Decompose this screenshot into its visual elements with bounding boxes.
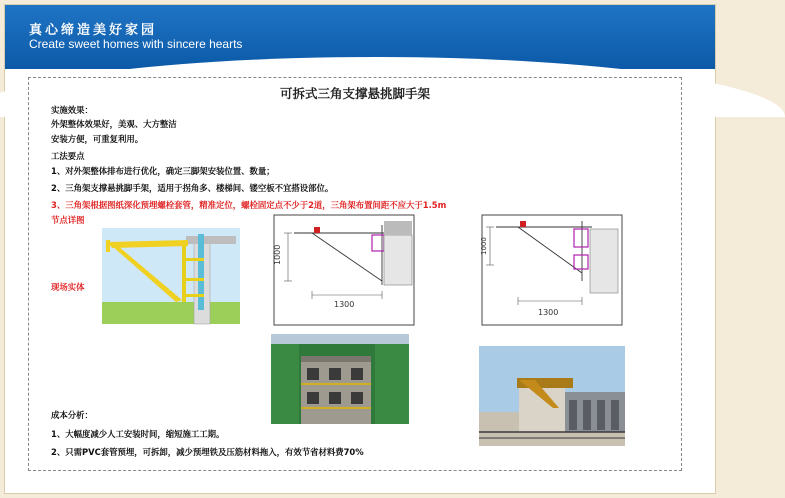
node-detail-label: 节点详图 — [51, 215, 85, 225]
method-heading: 工法要点 — [51, 151, 85, 161]
bracket-3d-model-image — [102, 228, 240, 324]
cost-line-2: 2、只需PVC套管预埋，可拆卸，减少预埋铁及压筋材料拖入，有效节省材料费70% — [51, 447, 364, 457]
header-banner — [5, 5, 715, 69]
site-photo-building — [271, 334, 409, 424]
cost-line-1: 1、大幅度减少人工安装时间，缩短施工工期。 — [51, 429, 225, 439]
content-card — [28, 77, 682, 471]
slogan-chinese: 真心缔造美好家园 — [29, 23, 158, 38]
method-point-3: 3、三角架根据图纸深化预埋螺栓套管，精准定位，螺栓固定点不少于2道，三角架布置间距不应大于1.5m — [51, 200, 447, 210]
cad-detail-drawing-2 — [482, 215, 622, 325]
site-photo-bracket-install — [479, 346, 625, 446]
cost-heading: 成本分析： — [51, 410, 93, 420]
slogan-english: Create sweet homes with sincere hearts — [29, 37, 243, 51]
effect-heading: 实施效果： — [51, 105, 93, 115]
method-point-1: 1、对外架整体排布进行优化，确定三脚架安装位置、数量； — [51, 166, 275, 176]
dim-width-label-2: 1300 — [538, 308, 559, 317]
dim-width-label-1: 1300 — [334, 300, 355, 309]
dim-height-label-1: 1000 — [273, 244, 282, 265]
cad-detail-drawing-1 — [274, 215, 414, 325]
effect-line-1: 外架整体效果好，美观、大方整洁 — [51, 119, 177, 129]
document-title: 可拆式三角支撑悬挑脚手架 — [279, 86, 430, 101]
site-photo-label: 现场实体 — [51, 282, 85, 292]
method-point-2: 2、三角架支撑悬挑脚手架，适用于拐角多、楼梯间、镂空板不宜搭设部位。 — [51, 183, 334, 193]
effect-line-2: 安装方便，可重复利用。 — [51, 134, 144, 144]
dim-height-label-2: 1000 — [480, 237, 488, 255]
